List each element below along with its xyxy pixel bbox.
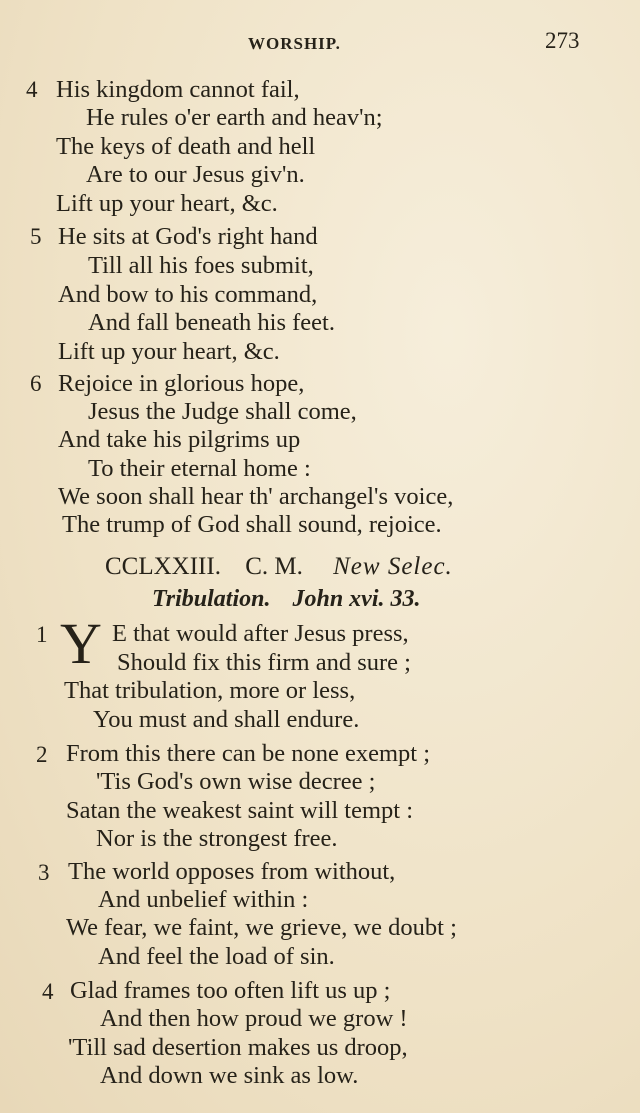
verse-line: The world opposes from without,	[68, 858, 396, 885]
verse-line: And take his pilgrims up	[58, 426, 301, 453]
stanza-number: 4	[42, 979, 54, 1004]
verse-line: You must and shall endure.	[93, 706, 360, 733]
verse-line: Lift up your heart, &c.	[56, 190, 278, 217]
verse-line: And then how proud we grow !	[100, 1005, 408, 1032]
verse-line: Are to our Jesus giv'n.	[86, 161, 305, 188]
verse-line: He sits at God's right hand	[58, 223, 318, 250]
hymn-tune: New Selec.	[333, 553, 453, 580]
verse-line: And feel the load of sin.	[98, 943, 335, 970]
stanza-number: 2	[36, 742, 48, 767]
verse-line: The keys of death and hell	[56, 133, 316, 160]
verse-line: And unbelief within :	[98, 886, 309, 913]
hymn-number: CCLXXIII.	[105, 553, 221, 580]
verse-line: 'Tis God's own wise decree ;	[96, 768, 376, 795]
verse-line: That tribulation, more or less,	[64, 677, 356, 704]
stanza-number: 5	[30, 224, 42, 249]
hymn-subject: Tribulation.	[152, 586, 271, 612]
verse-line: E that would after Jesus press,	[112, 620, 409, 647]
verse-line: From this there can be none exempt ;	[66, 740, 430, 767]
verse-line: We soon shall hear th' archangel's voice,	[58, 483, 454, 510]
verse-line: Satan the weakest saint will tempt :	[66, 797, 414, 824]
verse-line: And fall beneath his feet.	[88, 309, 335, 336]
verse-line: We fear, we faint, we grieve, we doubt ;	[66, 914, 457, 941]
verse-line: He rules o'er earth and heav'n;	[86, 104, 383, 131]
running-title: WORSHIP.	[248, 34, 341, 53]
verse-line: Glad frames too often lift us up ;	[70, 977, 391, 1004]
verse-line: Jesus the Judge shall come,	[88, 398, 357, 425]
verse-line: His kingdom cannot fail,	[56, 76, 300, 103]
verse-line: To their eternal home :	[88, 455, 311, 482]
hymn-meter: C. M.	[245, 553, 303, 580]
verse-line: Should fix this firm and sure ;	[117, 649, 411, 676]
verse-line: Nor is the strongest free.	[96, 825, 338, 852]
verse-line: And bow to his command,	[58, 281, 318, 308]
page-number: 273	[545, 28, 580, 53]
hymn-heading	[105, 553, 453, 581]
verse-line: 'Till sad desertion makes us droop,	[68, 1034, 408, 1061]
stanza-number: 1	[36, 622, 48, 647]
verse-line: Till all his foes submit,	[88, 252, 314, 279]
drop-cap: Y	[60, 611, 102, 676]
verse-line: Lift up your heart, &c.	[58, 338, 280, 365]
stanza-number: 6	[30, 371, 42, 396]
hymn-subject-line	[152, 586, 421, 613]
verse-line: The trump of God shall sound, rejoice.	[62, 511, 442, 538]
verse-line: Rejoice in glorious hope,	[58, 370, 305, 397]
stanza-number: 4	[26, 77, 38, 102]
verse-line: And down we sink as low.	[100, 1062, 359, 1089]
stanza-number: 3	[38, 860, 50, 885]
scripture-reference: John xvi. 33.	[292, 586, 421, 612]
